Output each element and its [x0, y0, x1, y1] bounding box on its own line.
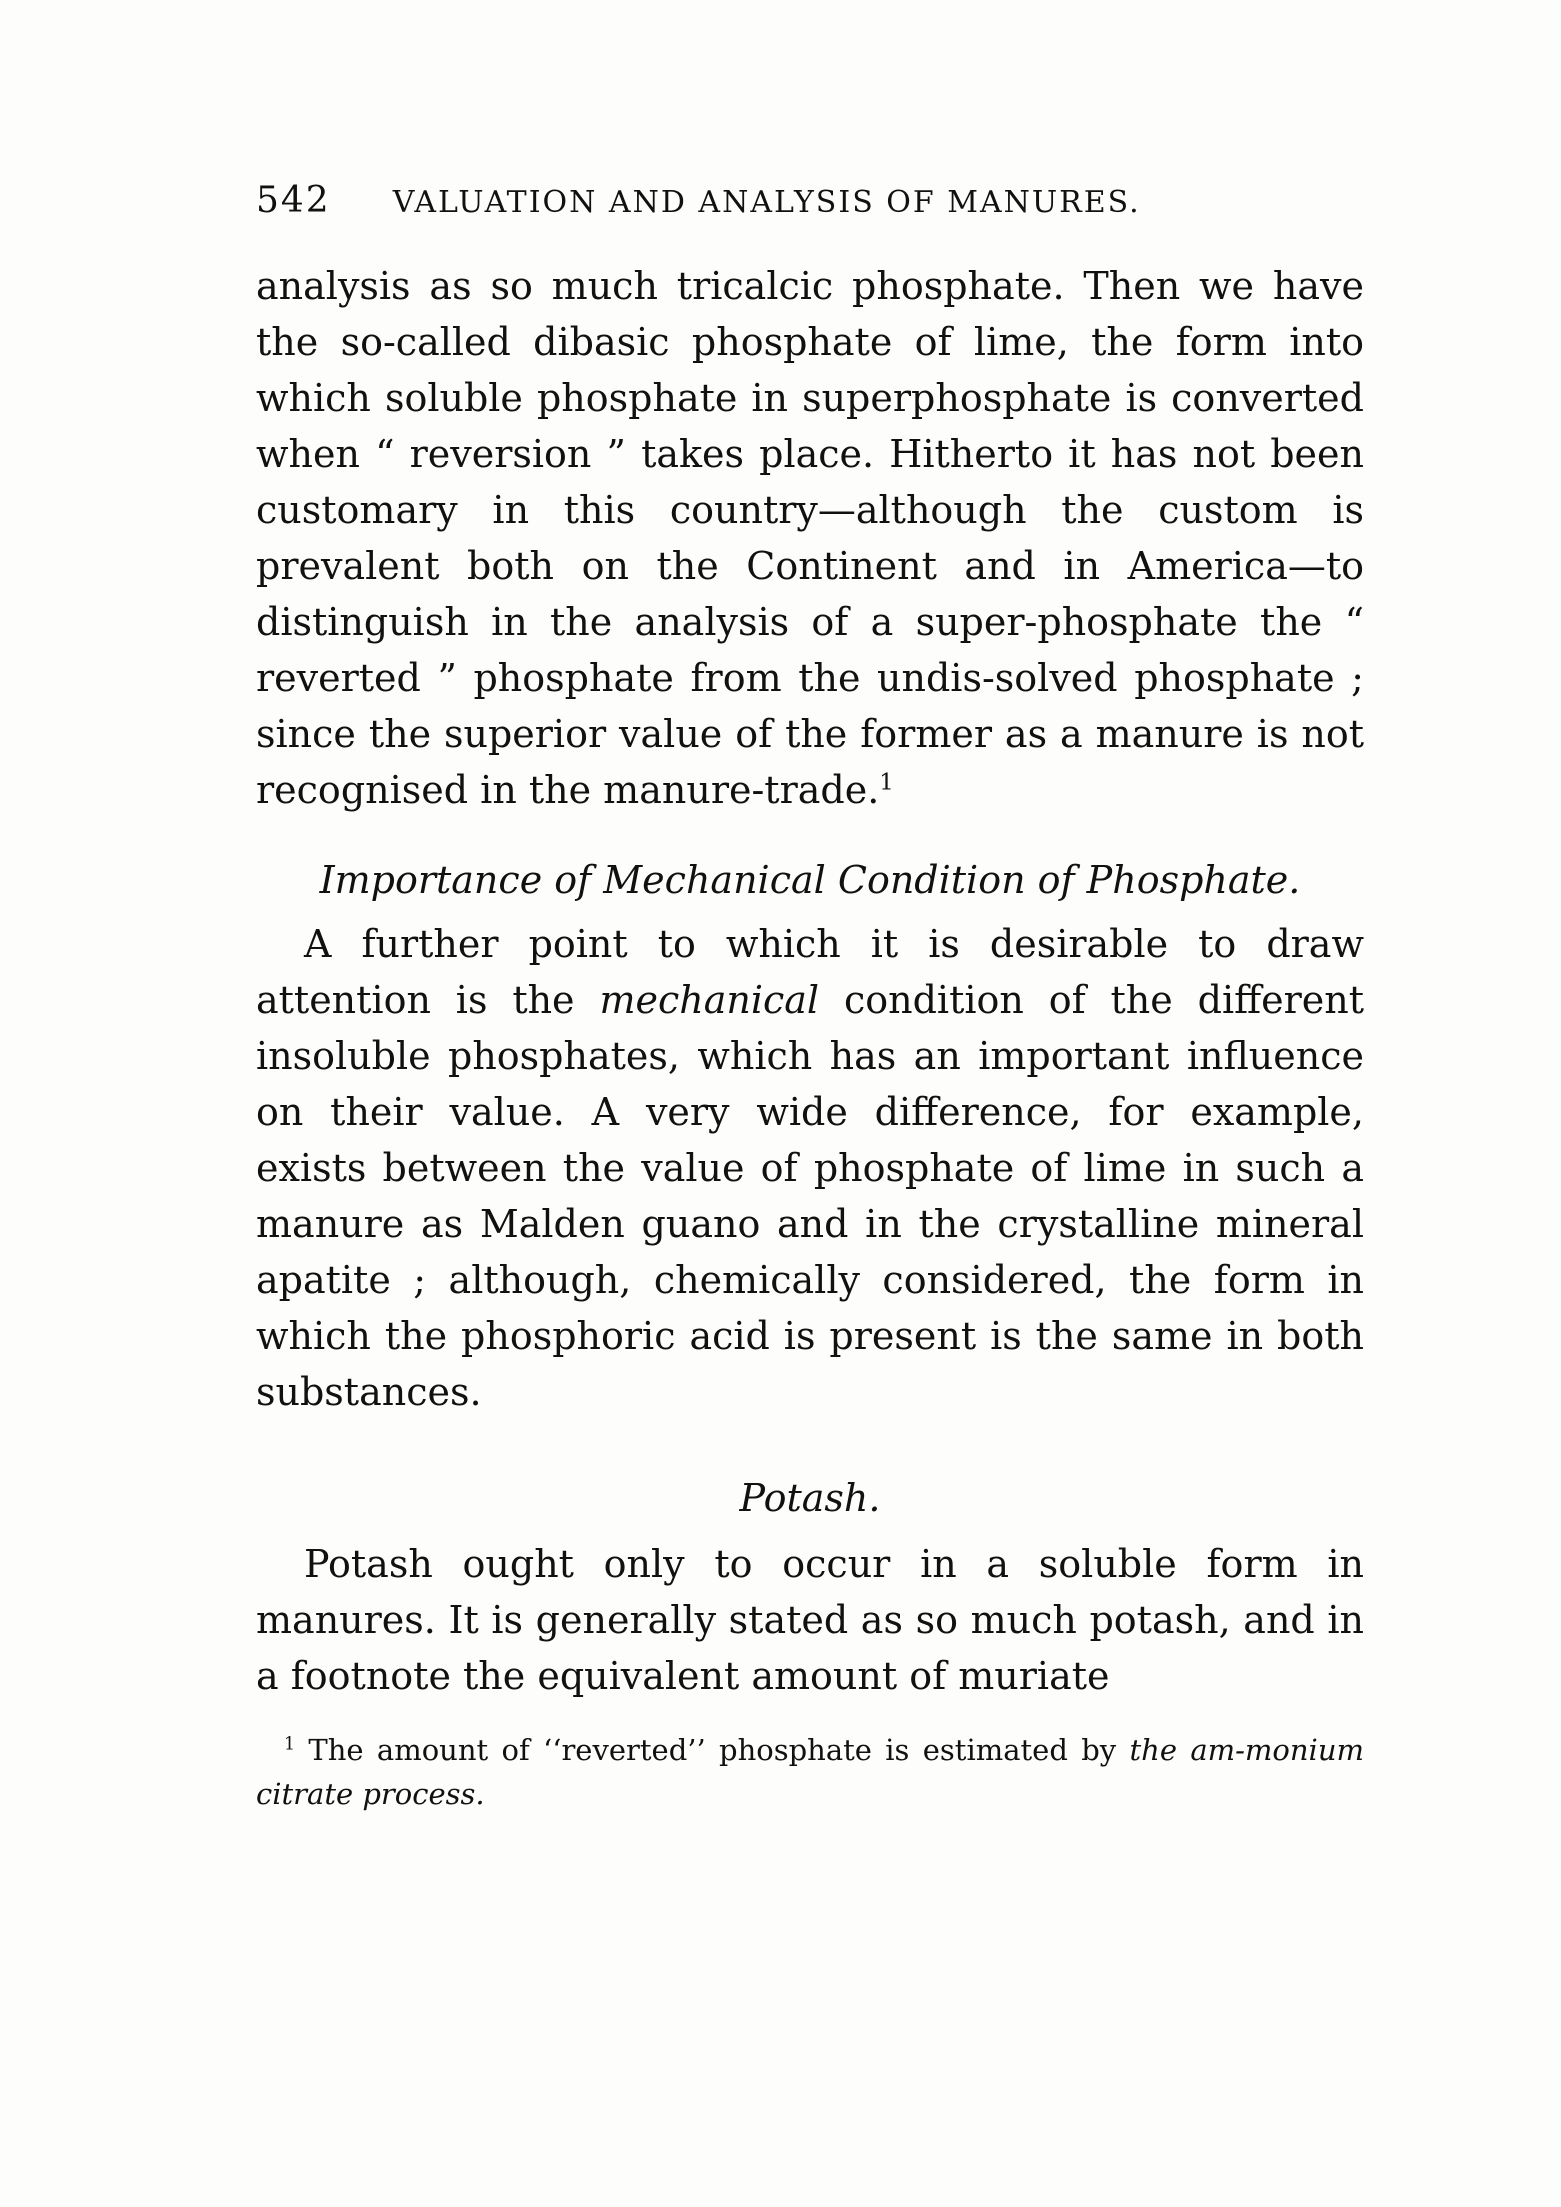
- paragraph-2-after: condition of the different insoluble phosphates, which has an important influence on their value. A very wide difference, for example, exists between the value of phosphate of lime in such a manure as Malden guano and in the crystalline mineral apatite ; although, chemically considered, the form in which the phosphoric acid is present is the same in both substances.: [256, 978, 1364, 1414]
- section-heading-mechanical-condition: Importance of Mechanical Condition of Phosphate.: [319, 858, 1301, 902]
- paragraph-2-before: A further point to which it is desirable to draw attention is the: [256, 922, 1364, 1022]
- page-number: 542: [256, 180, 331, 221]
- running-title: VALUATION AND ANALYSIS OF MANURES.: [392, 185, 1141, 220]
- paragraph-potash: Potash ought only to occur in a soluble form in manures. It is generally stated as so much potash, and in a footnote the equivalent amount of muriate: [256, 1542, 1364, 1698]
- paragraph-1-text: analysis as so much tricalcic phosphate. Then we have the so-called dibasic phosphate of lime, the form into which soluble phosphate in superphosphate is converted when “ reversion ” takes place. Hitherto it has not been customary in this country—although the custom is prevalent both on the Continent and in America—to distinguish in the analysis of a super-phosphate the “ reverted ” phosphate from the undis-solved phosphate ; since the superior value of the former as a manure is not recognised in the manure-trade.: [256, 264, 1364, 812]
- paragraph-2-emphasis: mechanical: [599, 978, 820, 1022]
- footnote-marker: 1: [284, 1734, 296, 1755]
- paragraph-mechanical-condition: [256, 916, 1364, 1420]
- footnote-text: The amount of ‘‘reverted’’ phosphate is estimated by: [308, 1733, 1117, 1767]
- footnote-emphasis: the am-monium citrate process.: [256, 1733, 1364, 1811]
- running-head: [256, 180, 1364, 240]
- paragraph-continued: [256, 258, 1364, 818]
- footnote-reference: 1: [879, 769, 894, 796]
- footnote: [256, 1728, 1364, 1816]
- book-page: [256, 180, 1364, 1845]
- section-heading-potash: Potash.: [739, 1476, 881, 1520]
